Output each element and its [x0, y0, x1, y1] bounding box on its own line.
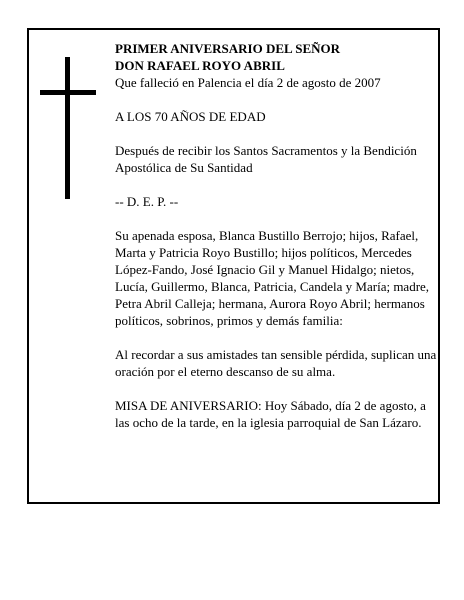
notice-text — [115, 40, 440, 431]
family-paragraph: Su apenada esposa, Blanca Bustillo Berrojo; hijos, Rafael, Marta y Patricia Royo Bustillo; hijos políticos, Mercedes López-Fando, José Ignacio Gil y Manuel Hidalgo; nietos, Lucía, Guillermo, Blanca, Patricia, Candela y María; madre, Petra Abril Calleja; hermana, Aurora Royo Abril; hermanos políticos, sobrinos, primos y demás familia: — [115, 228, 430, 328]
cross-vertical-bar — [65, 57, 70, 199]
cross-horizontal-bar — [40, 90, 96, 95]
title-line-2: DON RAFAEL ROYO ABRIL — [115, 58, 285, 73]
request-paragraph: Al recordar a sus amistades tan sensible pérdida, suplican una oración por el eterno descanso de su alma. — [115, 347, 437, 379]
rip-line: -- D. E. P. -- — [115, 194, 179, 209]
mass-paragraph: MISA DE ANIVERSARIO: Hoy Sábado, día 2 de agosto, a las ocho de la tarde, en la iglesia parroquial de San Lázaro. — [115, 398, 426, 430]
age-line: A LOS 70 AÑOS DE EDAD — [115, 109, 266, 124]
obituary-notice — [27, 28, 440, 504]
title-line-1: PRIMER ANIVERSARIO DEL SEÑOR — [115, 41, 341, 56]
cross-icon — [40, 57, 96, 199]
sacraments-paragraph: Después de recibir los Santos Sacramentos y la Bendición Apostólica de Su Santidad — [115, 143, 417, 175]
death-info: Que falleció en Palencia el día 2 de agosto de 2007 — [115, 75, 381, 90]
